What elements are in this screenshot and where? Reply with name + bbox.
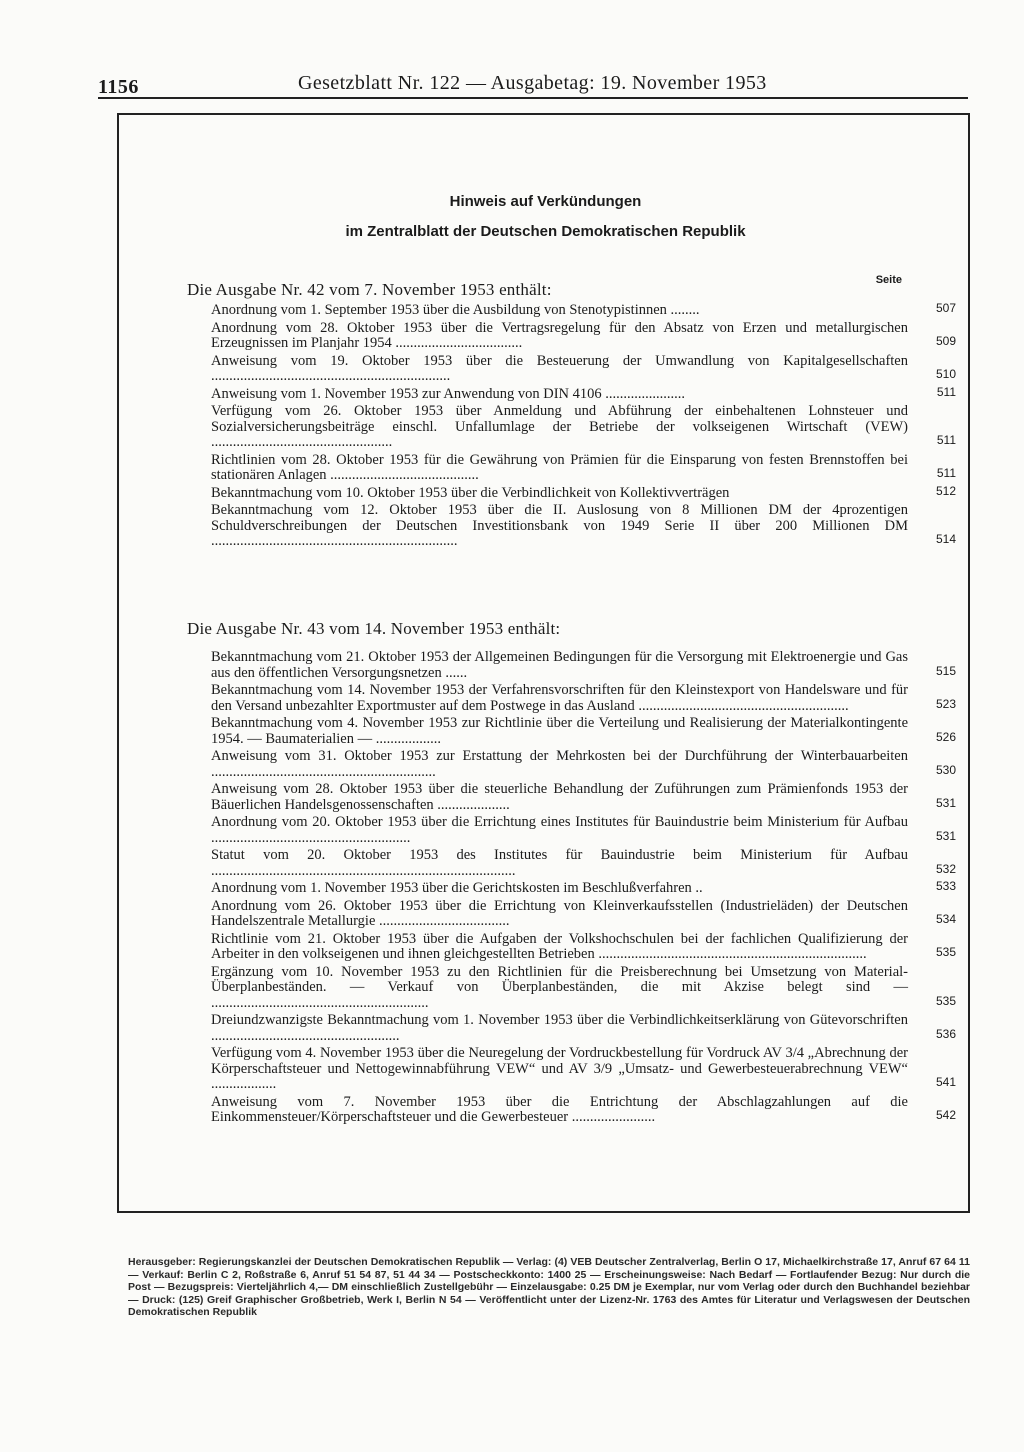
entry-text: Bekanntmachung vom 14. November 1953 der Verfahrensvorschriften für den Kleinstexport von Handelsware und für den Versand unbezahlter Exportmuster auf dem Postwege in das Ausland ..........................................................: [211, 682, 908, 714]
entry-text: Anordnung vom 28. Oktober 1953 über die Vertragsregelung für den Absatz von Erzen und metallurgischen Erzeugnissen im Planjahr 1954 ...................................: [211, 319, 908, 351]
list-item: [211, 1012, 956, 1044]
list-item: [211, 403, 956, 451]
list-item: [211, 384, 956, 403]
entry-page: 511: [936, 466, 956, 480]
entry-text: Richtlinie vom 21. Oktober 1953 über die Aufgaben der Volkshochschulen bei der fachlichen Qualifizierung der Arbeiter in den volkseigenen und ihnen gleichgestellten Betrieben ..........................................................................: [211, 930, 908, 962]
entry-text: Statut vom 20. Oktober 1953 des Institutes für Bauindustrie beim Ministerium für Aufbau ....................................................................................: [211, 847, 908, 879]
entry-text: Dreiundzwanzigste Bekanntmachung vom 1. November 1953 über die Verbindlichkeitserklärung von Gütevorschriften ....................................................: [211, 1012, 908, 1044]
list-item: [211, 301, 956, 319]
entry-page: 532: [935, 861, 956, 876]
entry-page: 535: [935, 945, 956, 959]
entry-text: Bekanntmachung vom 10. Oktober 1953 über die Verbindlichkeit von Kollektivverträgen: [211, 484, 730, 501]
entry-page: 514: [935, 532, 956, 546]
list-item: [211, 748, 956, 780]
notice-title: Hinweis auf Verkündungen: [449, 193, 642, 210]
entry-page: 535: [935, 993, 956, 1008]
entry-text: Anordnung vom 20. Oktober 1953 über die Errichtung eines Institutes für Bauindustrie beim Ministerium für Aufbau .......................................................: [211, 814, 908, 846]
entry-text: Bekanntmachung vom 21. Oktober 1953 der Allgemeinen Bedingungen für die Versorgung mit Elektroenergie und Gas aus den öffentlichen Versorgungsnetzen ......: [211, 649, 908, 681]
entry-page: 523: [935, 696, 956, 711]
list-item: [211, 352, 956, 385]
entry-page: 531: [935, 828, 956, 843]
list-item: [211, 847, 956, 879]
entry-text: Bekanntmachung vom 4. November 1953 zur Richtlinie über die Verteilung und Realisierung der Materialkontingente 1954. — Baumaterialien — ..................: [211, 715, 908, 747]
header-title: Gesetzblatt Nr. 122 — Ausgabetag: 19. November 1953: [298, 72, 767, 94]
entry-text: Anweisung vom 19. Oktober 1953 über die Besteuerung der Umwandlung von Kapitalgesellschaften ..................................................................: [211, 352, 908, 384]
entry-page: 541: [935, 1075, 956, 1089]
entry-page: 531: [935, 795, 956, 810]
list-item: [211, 781, 956, 813]
entry-page: 515: [935, 663, 956, 678]
list-item: [211, 930, 956, 963]
notice-box: [117, 113, 970, 1213]
entry-page: 512: [935, 483, 956, 498]
list-item: [211, 814, 956, 846]
notice-subtitle: im Zentralblatt der Deutschen Demokratischen Republik: [345, 223, 746, 240]
entry-page: 526: [935, 729, 956, 744]
list-item: [211, 715, 956, 747]
list-item: [211, 1093, 956, 1126]
entry-page: 530: [935, 762, 956, 777]
entry-text: Anordnung vom 26. Oktober 1953 über die Errichtung von Kleinverkaufsstellen (Industrieläden) der Deutschen Handelszentrale Metallurgie ....................................: [211, 897, 908, 929]
list-item: [211, 1045, 956, 1093]
page-header: [98, 72, 968, 96]
entry-page: 510: [935, 367, 956, 381]
entry-page: 533: [935, 879, 956, 893]
list-item: [211, 451, 956, 484]
page-number: 1156: [98, 76, 139, 98]
entry-text: Verfügung vom 26. Oktober 1953 über Anmeldung und Abführung der einbehaltenen Lohnsteuer und Sozialversicherungsbeiträge einschl. Unfallumlage der Betriebe der volkseigenen Wirtschaft (VEW) ..................................................: [211, 403, 908, 450]
entry-text: Anweisung vom 28. Oktober 1953 über die steuerliche Behandlung der Zuführungen zum Prämienfonds 1953 der Bäuerlichen Handelsgenossenschaften ....................: [211, 781, 908, 813]
entry-text: Anordnung vom 1. November 1953 über die Gerichtskosten im Beschlußverfahren ..: [211, 880, 703, 896]
entry-text: Bekanntmachung vom 12. Oktober 1953 über die II. Auslosung von 8 Millionen DM der 4prozentigen Schuldverschreibungen der Deutschen Investitionsbank von 1949 Serie II über 200 Millionen DM ....................................................................: [211, 502, 908, 549]
entry-page: 542: [935, 1108, 956, 1122]
entry-text: Richtlinien vom 28. Oktober 1953 für die Gewährung von Prämien für die Einsparung von festen Brennstoffen bei stationären Anlagen .........................................: [211, 451, 908, 483]
issue-entries: [211, 301, 956, 552]
header-rule: [98, 97, 968, 99]
list-item: [211, 502, 956, 550]
issue-heading: Die Ausgabe Nr. 43 vom 14. November 1953 enthält:: [187, 619, 561, 638]
entry-text: Ergänzung vom 10. November 1953 zu den Richtlinien für die Preisberechnung bei Umsetzung von Material-Überplanbeständen. — Verkauf von Überplanbeständen, die mit Akzise belegt sind — ............................................................: [211, 963, 908, 1011]
list-item: [211, 483, 956, 502]
entry-page: 511: [936, 384, 956, 399]
list-item: [211, 897, 956, 930]
page-column-label: Seite: [875, 274, 902, 286]
list-item: [211, 649, 956, 681]
entry-text: Verfügung vom 4. November 1953 über die Neuregelung der Vordruckbestellung für Vordruck AV 3/4 „Abrechnung der Körperschaftsteuer und Nettogewinnabführung VEW“ und AV 3/9 „Umsatz- und Gewerbesteuerabrechnung VEW“ ..................: [211, 1045, 908, 1092]
entry-text: Anweisung vom 31. Oktober 1953 zur Erstattung der Mehrkosten bei der Durchführung der Winterbauarbeiten ..............................................................: [211, 748, 908, 780]
entry-page: 507: [935, 301, 956, 315]
entry-page: 511: [936, 433, 956, 447]
entry-page: 509: [935, 334, 956, 348]
issue-heading: Die Ausgabe Nr. 42 vom 7. November 1953 enthält:: [187, 280, 552, 299]
entry-text: Anordnung vom 1. September 1953 über die Ausbildung von Stenotypistinnen ........: [211, 302, 700, 318]
list-item: [211, 319, 956, 352]
entry-text: Anweisung vom 7. November 1953 über die Entrichtung der Abschlagzahlungen auf die Einkommensteuer/Körperschaftsteuer und die Gewerbesteuer .......................: [211, 1093, 908, 1125]
entry-text: Anweisung vom 1. November 1953 zur Anwendung von DIN 4106 ......................: [211, 385, 686, 402]
issue-entries: [211, 649, 956, 1128]
list-item: [211, 963, 956, 1012]
imprint-footer: Herausgeber: Regierungskanzlei der Deutschen Demokratischen Republik — Verlag: (4) VEB Deutscher Zentralverlag, Berlin O 17, Michaelkirchstraße 17, Anruf 67 64 11 — Verkauf: Berlin C 2, Roßstraße 6, Anruf 51 54 87, 51 44 34 — Postscheckkonto: 1400 25 — Erscheinungsweise: Nach Bedarf — Fortlaufender Bezug: Nur durch die Post — Bezugspreis: Vierteljährlich 4,— DM einschließlich Zustellgebühr — Einzelausgabe: 0.25 DM je Exemplar, nur vom Verlag oder durch den Buchhandel beziehbar — Druck: (125) Greif Graphischer Großbetrieb, Werk I, Berlin N 54 — Veröffentlicht unter der Lizenz-Nr. 1763 des Amtes für Literatur und Verlagswesen der Deutschen Demokratischen Republik: [128, 1256, 970, 1318]
list-item: [211, 879, 956, 897]
list-item: [211, 682, 956, 714]
entry-page: 534: [935, 912, 956, 926]
entry-page: 536: [935, 1026, 956, 1041]
